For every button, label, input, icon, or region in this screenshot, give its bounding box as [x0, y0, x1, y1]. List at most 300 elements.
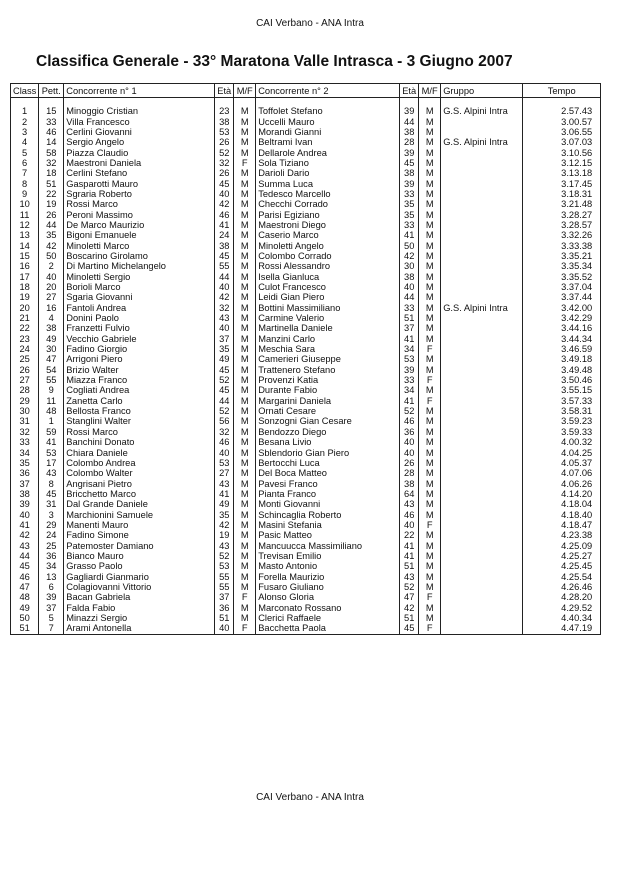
table-cell: 53	[39, 447, 64, 457]
table-cell: M	[234, 509, 256, 519]
table-cell: M	[234, 406, 256, 416]
table-cell: 46	[39, 127, 64, 137]
table-cell: M	[234, 489, 256, 499]
table-row	[11, 592, 601, 602]
table-cell: Sgaria Giovanni	[64, 292, 215, 302]
table-cell: M	[419, 603, 441, 613]
table-cell: 14	[11, 240, 39, 250]
table-cell: M	[419, 251, 441, 261]
table-cell: M	[419, 323, 441, 333]
table-cell: 3	[39, 509, 64, 519]
table-cell: 51	[400, 613, 419, 623]
table-cell: 13	[11, 230, 39, 240]
table-cell: M	[234, 261, 256, 271]
table-cell	[441, 272, 523, 282]
table-cell: 37	[11, 478, 39, 488]
table-cell	[441, 282, 523, 292]
table-cell: Colombo Corrado	[256, 251, 400, 261]
table-cell: Donini Paolo	[64, 313, 215, 323]
table-cell: 3.28.57	[523, 220, 601, 230]
table-row	[11, 106, 601, 116]
table-cell: G.S. Alpini Intra	[441, 137, 523, 147]
table-cell	[441, 458, 523, 468]
table-cell: 51	[400, 313, 419, 323]
table-cell: 3.58.31	[523, 406, 601, 416]
table-cell: Franzetti Fulvio	[64, 323, 215, 333]
table-cell: Culot Francesco	[256, 282, 400, 292]
table-cell: 26	[215, 168, 234, 178]
table-cell: Isella Gianluca	[256, 272, 400, 282]
table-cell: M	[419, 468, 441, 478]
table-cell: 38	[215, 240, 234, 250]
table-row	[11, 447, 601, 457]
table-cell: Martinella Daniele	[256, 323, 400, 333]
table-cell	[441, 334, 523, 344]
table-row	[11, 613, 601, 623]
table-cell: 3.49.48	[523, 365, 601, 375]
table-cell: 44	[39, 220, 64, 230]
table-cell: 33	[400, 220, 419, 230]
table-cell: M	[234, 272, 256, 282]
table-cell: M	[234, 178, 256, 188]
table-cell: 3.07.03	[523, 137, 601, 147]
table-cell	[441, 323, 523, 333]
table-cell	[441, 354, 523, 364]
table-cell: M	[419, 478, 441, 488]
table-cell: 32	[11, 427, 39, 437]
table-cell: Schincaglia Roberto	[256, 509, 400, 519]
table-cell: Morandi Gianni	[256, 127, 400, 137]
table-cell: 33	[400, 189, 419, 199]
table-cell: Gasparotti Mauro	[64, 178, 215, 188]
table-row	[11, 292, 601, 302]
table-cell: Gagliardi Gianmario	[64, 571, 215, 581]
col-header: Tempo	[523, 84, 601, 98]
table-cell: Bottini Massimiliano	[256, 303, 400, 313]
table-cell: Miazza Franco	[64, 375, 215, 385]
table-cell: 3.35.34	[523, 261, 601, 271]
table-cell: 46	[400, 509, 419, 519]
table-row	[11, 509, 601, 519]
table-cell: 26	[11, 365, 39, 375]
table-cell: M	[419, 613, 441, 623]
table-cell: 41	[400, 540, 419, 550]
col-header: Età	[400, 84, 419, 98]
table-row	[11, 406, 601, 416]
table-row	[11, 282, 601, 292]
table-cell: 47	[11, 582, 39, 592]
table-cell: 44	[215, 272, 234, 282]
table-cell	[441, 468, 523, 478]
table-row	[11, 272, 601, 282]
table-cell: 45	[215, 178, 234, 188]
table-row	[11, 313, 601, 323]
table-cell: M	[234, 385, 256, 395]
table-cell: Minoggio Cristian	[64, 106, 215, 116]
table-cell: 9	[11, 189, 39, 199]
col-header: Gruppo	[441, 84, 523, 98]
table-cell: 55	[215, 571, 234, 581]
table-cell: M	[419, 313, 441, 323]
table-cell: M	[234, 313, 256, 323]
table-cell: 43	[215, 313, 234, 323]
table-cell: 38	[215, 116, 234, 126]
table-cell	[441, 489, 523, 499]
table-cell: M	[419, 354, 441, 364]
table-cell: Minoletti Angelo	[256, 240, 400, 250]
table-cell: M	[234, 603, 256, 613]
table-cell: 39	[400, 106, 419, 116]
table-row	[11, 396, 601, 406]
table-cell: Ornati Cesare	[256, 406, 400, 416]
table-cell: Sergio Angelo	[64, 137, 215, 147]
col-header: Class	[11, 84, 39, 98]
table-cell: 55	[39, 375, 64, 385]
table-cell: 3.33.38	[523, 240, 601, 250]
page-footer: CAI Verbano - ANA Intra	[256, 792, 364, 803]
table-cell	[441, 189, 523, 199]
table-cell: Del Boca Matteo	[256, 468, 400, 478]
table-cell	[441, 375, 523, 385]
table-cell	[441, 613, 523, 623]
table-cell: M	[234, 530, 256, 540]
table-cell: 43	[400, 499, 419, 509]
table-cell: Rossi Marco	[64, 199, 215, 209]
table-cell: 59	[39, 427, 64, 437]
table-cell: Peroni Massimo	[64, 209, 215, 219]
table-cell: M	[234, 147, 256, 157]
table-cell: M	[234, 571, 256, 581]
table-cell: M	[234, 551, 256, 561]
table-cell: 40	[400, 520, 419, 530]
table-cell: M	[419, 261, 441, 271]
table-cell: Caserio Marco	[256, 230, 400, 240]
table-cell: 41	[400, 551, 419, 561]
table-row	[11, 551, 601, 561]
table-cell: 41	[11, 520, 39, 530]
table-cell: 5	[39, 613, 64, 623]
table-cell: 40	[400, 437, 419, 447]
table-cell: 17	[39, 458, 64, 468]
table-cell: 3.18.31	[523, 189, 601, 199]
table-cell: 23	[11, 334, 39, 344]
table-cell: 27	[11, 375, 39, 385]
table-cell: 35	[400, 199, 419, 209]
table-cell: Parisi Egiziano	[256, 209, 400, 219]
table-cell: Carmine Valerio	[256, 313, 400, 323]
table-cell: 4.04.25	[523, 447, 601, 457]
table-row	[11, 427, 601, 437]
table-cell: 49	[11, 603, 39, 613]
table-cell: 3.59.23	[523, 416, 601, 426]
table-cell: M	[234, 416, 256, 426]
table-cell: 50	[400, 240, 419, 250]
table-cell: 45	[400, 158, 419, 168]
table-cell: M	[419, 178, 441, 188]
table-cell	[441, 344, 523, 354]
table-cell: M	[234, 478, 256, 488]
table-row	[11, 116, 601, 126]
table-cell: 47	[39, 354, 64, 364]
table-cell: M	[234, 375, 256, 385]
table-cell: Rossi Marco	[64, 427, 215, 437]
table-cell: 3.50.46	[523, 375, 601, 385]
table-cell: Pasic Matteo	[256, 530, 400, 540]
table-cell: 39	[11, 499, 39, 509]
table-cell: Colombo Walter	[64, 468, 215, 478]
table-cell: 31	[11, 416, 39, 426]
table-cell: 3.49.18	[523, 354, 601, 364]
table-cell: M	[419, 416, 441, 426]
table-cell: Piazza Claudio	[64, 147, 215, 157]
table-cell: Minoletti Marco	[64, 240, 215, 250]
table-cell: 41	[400, 230, 419, 240]
table-cell: M	[234, 613, 256, 623]
table-cell: M	[419, 209, 441, 219]
table-cell: 3.21.48	[523, 199, 601, 209]
table-cell: 35	[215, 509, 234, 519]
table-cell: 4.25.09	[523, 540, 601, 550]
table-cell: Pavesi Franco	[256, 478, 400, 488]
table-cell: 11	[11, 209, 39, 219]
table-row	[11, 168, 601, 178]
table-row	[11, 603, 601, 613]
table-cell: Di Martino Michelangelo	[64, 261, 215, 271]
table-cell: M	[419, 447, 441, 457]
table-cell: 30	[11, 406, 39, 416]
table-cell: 35	[400, 209, 419, 219]
table-cell: 52	[215, 406, 234, 416]
table-cell: Patemoster Damiano	[64, 540, 215, 550]
table-cell: Mancuucca Massimiliano	[256, 540, 400, 550]
table-cell: Trevisan Emilio	[256, 551, 400, 561]
table-cell: M	[234, 189, 256, 199]
table-cell: 39	[400, 365, 419, 375]
table-cell: 4.18.04	[523, 499, 601, 509]
table-cell: M	[234, 292, 256, 302]
table-cell: M	[419, 334, 441, 344]
table-cell: Dellarole Andrea	[256, 147, 400, 157]
table-cell: M	[234, 396, 256, 406]
table-cell: Fantoli Andrea	[64, 303, 215, 313]
table-cell: M	[419, 365, 441, 375]
table-row	[11, 127, 601, 137]
table-cell: 22	[11, 323, 39, 333]
table-cell: Borioli Marco	[64, 282, 215, 292]
table-cell: 38	[400, 168, 419, 178]
page-header: CAI Verbano - ANA Intra	[256, 18, 364, 29]
table-cell: 6	[11, 158, 39, 168]
table-row	[11, 375, 601, 385]
table-row	[11, 458, 601, 468]
table-row	[11, 344, 601, 354]
table-cell: 37	[39, 603, 64, 613]
table-cell	[441, 385, 523, 395]
table-cell: Bacan Gabriela	[64, 592, 215, 602]
table-cell: F	[419, 623, 441, 634]
table-cell: Bertocchi Luca	[256, 458, 400, 468]
table-cell: 48	[39, 406, 64, 416]
table-cell	[441, 499, 523, 509]
table-cell: 3.55.15	[523, 385, 601, 395]
table-cell: Fusaro Giuliano	[256, 582, 400, 592]
table-cell: M	[419, 220, 441, 230]
table-row	[11, 220, 601, 230]
table-cell: M	[419, 240, 441, 250]
table-cell: Colombo Andrea	[64, 458, 215, 468]
table-cell: 43	[215, 478, 234, 488]
table-cell: Toffolet Stefano	[256, 106, 400, 116]
table-row	[11, 199, 601, 209]
table-cell: Zanetta Carlo	[64, 396, 215, 406]
table-cell: M	[234, 354, 256, 364]
table-cell: 2.57.43	[523, 106, 601, 116]
table-cell	[441, 478, 523, 488]
table-cell: M	[234, 344, 256, 354]
table-cell: Cerlini Stefano	[64, 168, 215, 178]
table-cell: M	[419, 137, 441, 147]
table-row	[11, 334, 601, 344]
table-row	[11, 623, 601, 634]
table-cell: 3.06.55	[523, 127, 601, 137]
col-header: Pett.	[39, 84, 64, 98]
table-cell: 2	[11, 116, 39, 126]
table-cell: 52	[215, 375, 234, 385]
table-cell: 40	[215, 323, 234, 333]
table-row	[11, 147, 601, 157]
table-cell: Alonso Gloria	[256, 592, 400, 602]
table-cell: 45	[215, 385, 234, 395]
table-cell: 44	[11, 551, 39, 561]
table-cell: Camerieri Giuseppe	[256, 354, 400, 364]
table-cell: 36	[215, 603, 234, 613]
table-cell: 22	[39, 189, 64, 199]
table-cell: 29	[39, 520, 64, 530]
col-header: M/F	[234, 84, 256, 98]
table-cell: M	[234, 520, 256, 530]
table-cell: G.S. Alpini Intra	[441, 106, 523, 116]
table-cell: 20	[11, 303, 39, 313]
table-cell	[441, 116, 523, 126]
table-row	[11, 240, 601, 250]
table-cell: M	[234, 323, 256, 333]
table-cell: 45	[215, 365, 234, 375]
table-cell: 54	[39, 365, 64, 375]
table-cell: 26	[215, 137, 234, 147]
table-cell: 43	[400, 571, 419, 581]
table-row	[11, 540, 601, 550]
table-cell: 52	[400, 406, 419, 416]
table-row	[11, 230, 601, 240]
table-cell: 42	[39, 240, 64, 250]
table-cell: Sgraria Roberto	[64, 189, 215, 199]
table-cell: M	[419, 106, 441, 116]
table-cell: Minazzi Sergio	[64, 613, 215, 623]
table-cell: 8	[39, 478, 64, 488]
table-cell: 2	[39, 261, 64, 271]
table-row	[11, 520, 601, 530]
table-cell: 3.42.29	[523, 313, 601, 323]
table-cell: 10	[11, 199, 39, 209]
table-cell: 35	[39, 230, 64, 240]
table-cell: Marchionini Samuele	[64, 509, 215, 519]
table-cell: 28	[400, 137, 419, 147]
table-cell: 42	[11, 530, 39, 540]
table-row	[11, 468, 601, 478]
table-cell: 3.37.04	[523, 282, 601, 292]
table-cell: Falda Fabio	[64, 603, 215, 613]
table-cell: 40	[400, 282, 419, 292]
table-cell: Sonzogni Gian Cesare	[256, 416, 400, 426]
table-cell: 1	[11, 106, 39, 116]
table-cell: 41	[400, 396, 419, 406]
table-cell: M	[419, 282, 441, 292]
table-cell	[441, 261, 523, 271]
table-cell: M	[419, 458, 441, 468]
table-cell: 34	[39, 561, 64, 571]
table-cell: 56	[215, 416, 234, 426]
table-cell: 58	[39, 147, 64, 157]
table-cell: Bendozzo Diego	[256, 427, 400, 437]
table-cell: Bigoni Emanuele	[64, 230, 215, 240]
table-cell: Chiara Daniele	[64, 447, 215, 457]
table-cell: M	[234, 137, 256, 147]
table-row	[11, 209, 601, 219]
table-cell	[441, 127, 523, 137]
table-cell	[441, 178, 523, 188]
table-cell: Dal Grande Daniele	[64, 499, 215, 509]
table-cell: 45	[11, 561, 39, 571]
table-cell: M	[419, 158, 441, 168]
table-cell: 26	[39, 209, 64, 219]
table-cell: 33	[11, 437, 39, 447]
table-cell: M	[419, 561, 441, 571]
table-cell: Angrisani Pietro	[64, 478, 215, 488]
table-cell: F	[419, 344, 441, 354]
table-cell: 12	[11, 220, 39, 230]
table-cell: 34	[400, 344, 419, 354]
table-cell: 3.13.18	[523, 168, 601, 178]
table-cell: Arrigoni Piero	[64, 354, 215, 364]
table-cell: 27	[215, 468, 234, 478]
table-cell: M	[234, 209, 256, 219]
table-row	[11, 189, 601, 199]
table-cell: M	[234, 427, 256, 437]
table-cell: M	[419, 406, 441, 416]
table-cell: 49	[215, 354, 234, 364]
table-cell: M	[234, 220, 256, 230]
table-cell: 5	[11, 147, 39, 157]
table-cell: Fadino Simone	[64, 530, 215, 540]
table-cell	[441, 427, 523, 437]
table-cell	[441, 209, 523, 219]
table-cell: Maestroni Daniela	[64, 158, 215, 168]
table-cell: 52	[215, 147, 234, 157]
table-cell: Darioli Dario	[256, 168, 400, 178]
table-cell: 4.14.20	[523, 489, 601, 499]
table-cell: 4.25.27	[523, 551, 601, 561]
table-cell: 40	[215, 189, 234, 199]
table-cell: 3.44.16	[523, 323, 601, 333]
table-cell: 38	[39, 323, 64, 333]
table-cell	[441, 520, 523, 530]
table-cell: 38	[400, 478, 419, 488]
table-cell: F	[419, 396, 441, 406]
table-cell: 20	[39, 282, 64, 292]
table-cell: M	[419, 385, 441, 395]
table-cell: 24	[215, 230, 234, 240]
table-cell: 6	[39, 582, 64, 592]
